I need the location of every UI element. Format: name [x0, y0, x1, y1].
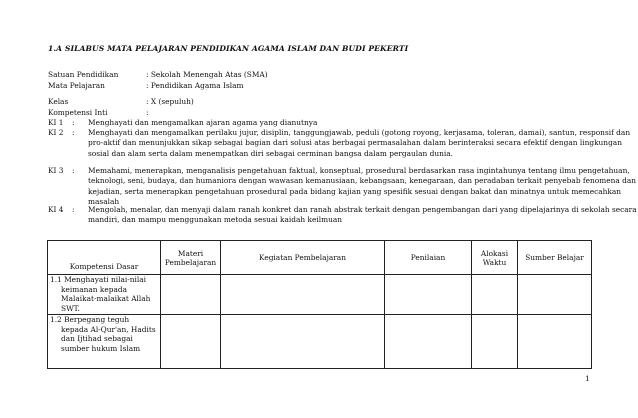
meta-key: Mata Pelajaran: [48, 81, 105, 90]
document-title: 1.A SILABUS MATA PELAJARAN PENDIDIKAN AGAMA ISLAM DAN BUDI PEKERTI: [48, 44, 409, 53]
kd-cell: [48, 315, 161, 369]
syllabus-table: [47, 240, 592, 369]
meta-key: Satuan Pendidikan: [48, 70, 119, 79]
kd-text: 1.1 Menghayati nilai-nilai keimanan kepada Malaikat-malaikat Allah SWT.: [50, 275, 151, 313]
header-kegiatan: Kegiatan Pembelajaran: [221, 241, 385, 275]
ki-colon: :: [72, 205, 75, 214]
header-materi: Materi Pembelajaran: [161, 241, 221, 275]
table-header-row: [48, 241, 592, 275]
table-row: [48, 275, 592, 315]
ki-code: KI 4: [48, 205, 64, 214]
ki-colon: :: [72, 128, 75, 137]
meta-key: Kompetensi Inti: [48, 108, 108, 117]
ki-colon: :: [72, 166, 75, 175]
header-alokasi: Alokasi Waktu: [472, 241, 518, 275]
meta-key: Kelas: [48, 97, 69, 106]
header-penilaian: Penilaian: [385, 241, 472, 275]
ki-text: Menghayati dan mengamalkan ajaran agama yang dianutnya: [88, 118, 318, 127]
meta-value: :: [146, 108, 149, 117]
ki-text: Memahami, menerapkan, menganalisis pengetahuan faktual, konseptual, prosedural berdasarkan rasa ingintahunya tentang ilmu pengetahuan, teknologi, seni, budaya, dan humaniora dengan wawasan kemanusiaan, kebangsaan, kenegaraan, dan peradaban terkait penyebab fenomena dan kejadian, serta menerapkan pengetahuan prosedural pada bidang kajian yang spesifik sesuai dengan bakat dan minatnya untuk memecahkan masalah: [88, 166, 637, 207]
ki-text: Mengolah, menalar, dan menyaji dalam ranah konkret dan ranah abstrak terkait dengan pengembangan dari yang dipelajarinya di sekolah secara mandiri, dan mampu menggunakan metoda sesuai kaidah keilmuan: [88, 205, 637, 225]
meta-value: : Sekolah Menengah Atas (SMA): [146, 70, 268, 79]
table-cell: [385, 315, 472, 369]
table-cell: [161, 275, 221, 315]
table-cell: [518, 315, 592, 369]
kd-cell: [48, 275, 161, 315]
table-row: [48, 315, 592, 369]
table-cell: [161, 315, 221, 369]
ki-text: Menghayati dan mengamalkan perilaku jujur, disiplin, tanggungjawab, peduli (gotong royong, kerjasama, toleran, damai), santun, responsif dan pro-aktif dan menunjukkan sikap sebagai bagian dari solusi atas berbagai permasalahan dalam berinteraksi secara efektif dengan lingkungan sosial dan alam serta dalam menempatkan diri sebagai cerminan bangsa dalam pergaulan dunia.: [88, 128, 631, 158]
ki-code: KI 3: [48, 166, 64, 175]
kd-text: 1.2 Berpegang teguh kepada Al-Qur'an, Hadits dan Ijtihad sebagai sumber hukum Islam: [50, 315, 156, 353]
page-number: 1: [585, 374, 590, 383]
table-cell: [472, 315, 518, 369]
table-cell: [221, 275, 385, 315]
meta-value: : X (sepuluh): [146, 97, 194, 106]
ki-code: KI 1: [48, 118, 64, 127]
table-cell: [472, 275, 518, 315]
ki-colon: :: [72, 118, 75, 127]
table-cell: [385, 275, 472, 315]
table-cell: [518, 275, 592, 315]
header-sumber: Sumber Belajar: [518, 241, 592, 275]
ki-code: KI 2: [48, 128, 64, 137]
table-cell: [221, 315, 385, 369]
header-kompetensi-dasar: Kompetensi Dasar: [48, 241, 161, 275]
meta-value: : Pendidikan Agama Islam: [146, 81, 244, 90]
